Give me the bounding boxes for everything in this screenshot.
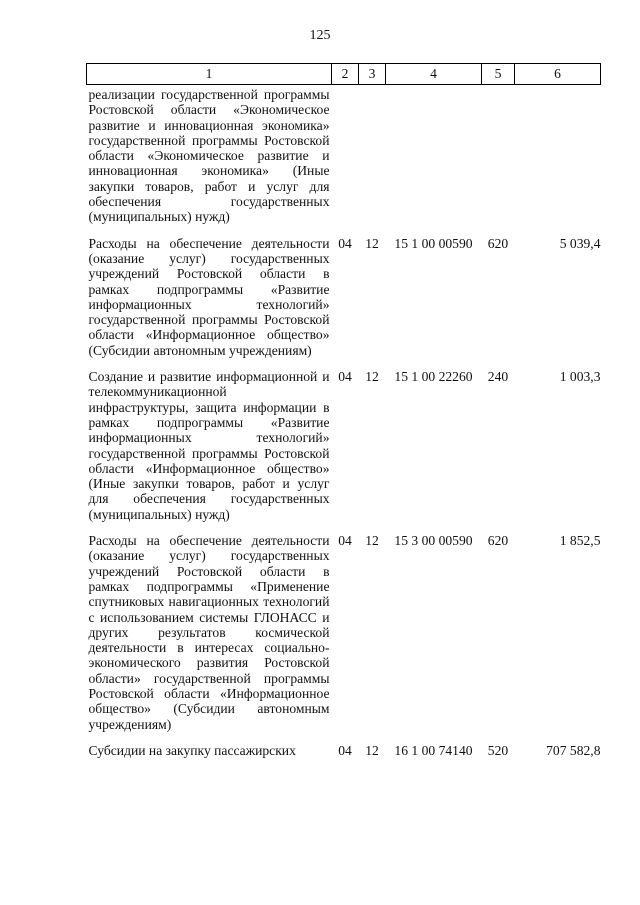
row-expense-type: 620 [487, 533, 509, 549]
row-description: Расходы на обеспечение деятельности (оказание услуг) государственных учреждений Ростовской области в рамках подпрограммы «Развитие информационных технологий» государственной программы Ростовской области «Информационное общество» (Субсидии автономным учреждениям) [88, 235, 330, 358]
header-col-4: 4 [386, 64, 482, 85]
row-section: 04 [338, 369, 352, 385]
row-amount: 1 852,5 [559, 533, 601, 549]
row-section [332, 85, 359, 235]
row-expense-type: 240 [487, 369, 509, 385]
row-target-article: 16 1 00 74140 [394, 742, 473, 758]
row-target-article: 15 1 00 22260 [394, 369, 473, 385]
page-number: 125 [309, 28, 331, 43]
row-amount: 1 003,3 [559, 369, 601, 385]
header-col-6: 6 [515, 64, 601, 85]
row-subsection: 12 [365, 533, 379, 549]
table-header-row [87, 64, 601, 85]
row-target-article: 15 1 00 00590 [394, 235, 473, 251]
table-row [87, 235, 601, 368]
table-row [87, 532, 601, 742]
row-description: реализации государственной программы Ростовской области «Экономическое развитие и инновационная экономика» государственной программы Ростовской области «Экономическое развитие и инновационная экономика» (Иные закупки товаров, работ и услуг для обеспечения государственных (муниципальных) нужд) [88, 87, 330, 225]
row-description: Расходы на обеспечение деятельности (оказание услуг) государственных учреждений Ростовской области в рамках подпрограммы «Применение спутниковых навигационных технологий с использованием системы ГЛОНАСС и других результатов космической деятельности в интересах социально-экономического развития Ростовской области» государственной программы Ростовской области «Информационное общество» (Субсидии автономным учреждениям) [88, 533, 330, 732]
row-subsection: 12 [365, 235, 379, 251]
row-section: 04 [338, 533, 352, 549]
header-col-5: 5 [482, 64, 515, 85]
row-description: Субсидии на закупку пассажирских [88, 742, 296, 758]
header-col-1: 1 [87, 64, 332, 85]
header-col-3: 3 [359, 64, 386, 85]
row-expense-type [482, 85, 515, 235]
row-section: 04 [338, 742, 352, 758]
table-row [87, 368, 601, 532]
row-amount: 707 582,8 [546, 742, 601, 758]
table-row [87, 742, 601, 768]
row-subsection: 12 [365, 742, 379, 758]
header-col-2: 2 [332, 64, 359, 85]
table-row [87, 85, 601, 235]
row-expense-type: 620 [487, 235, 509, 251]
row-target-article: 15 3 00 00590 [394, 533, 473, 549]
row-section: 04 [338, 235, 352, 251]
budget-table [86, 63, 601, 768]
row-subsection: 12 [365, 369, 379, 385]
row-expense-type: 520 [487, 742, 509, 758]
row-amount [515, 85, 601, 235]
row-description: Создание и развитие информационной и телекоммуникационной инфраструктуры, защита информации в рамках подпрограммы «Развитие информационных технологий» государственной программы Ростовской области «Информационное общество» (Иные закупки товаров, работ и услуг для обеспечения государственных (муниципальных) нужд) [88, 369, 330, 522]
row-subsection [359, 85, 386, 235]
row-amount: 5 039,4 [559, 235, 601, 251]
row-target-article [386, 85, 482, 235]
